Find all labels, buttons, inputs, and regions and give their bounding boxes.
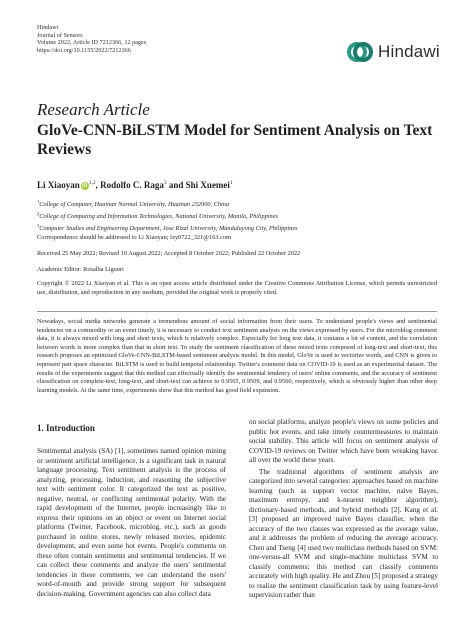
divider	[37, 311, 437, 312]
article-dates: Received 25 May 2022; Revised 10 August 2022; Accepted 8 October 2022; Published 22 October 2022	[37, 250, 301, 257]
journal-info	[37, 24, 146, 54]
body-paragraph: Sentimental analysis (SA) [1], sometimes named opinion mining or sentiment artificial intelligence, is a significant task in natural language processing. Text sentiment analysis is the process of analyzing, processing, induction, and reasoning the subjective text with sentiment color. It categorized the text as positive, negative, neutral, or conflicting sentimental polarity. With the rapid development of the Internet, people increasingly like to express their opinions on an object or event on Internet social platforms (Twitter, Facebook, microblog, etc.), such as goods purchased in online stores, newly released movies, epidemic development, and even some hot events. People's comments on these often contain sentiments and sentimental tendencies. If we can collect these comments and analyze the users' sentimental tendencies in these comments, we can understand the users' word-of-mouth and provide strong support for subsequent decision-making. Government agencies can also collect data	[37, 447, 226, 598]
section-heading: 1. Introduction	[37, 423, 95, 433]
author-name: Li Xiaoyan	[37, 180, 80, 190]
copyright-notice: Copyright © 2022 Li Xiaoyan et al. This is an open access article distributed under the Creative Commons Attribution License, which permits unrestricted use, distribution, and reproduction in any medium, provided the original work is properly cited.	[37, 280, 437, 296]
body-paragraph: The traditional algorithms of sentiment analysis are categorized into several categories: approaches based on machine learning (such as support vector machine, naive Bayes, maximum entropy, and k-nearest neighbor algorithm), dictionary-based methods, and hybrid methods [2]. Kang et al. [3] proposed an improved naive Bayes classifier, when the accuracy of the two classes was expressed as the average value, and it addresses the problem of reducing the average accuracy. Chen and Tseng [4] used two multiclass methods based on SVM: one-versus-all SVM and single-machine multiclass SVM to classify comments; this method can classify comments accurately with high quality. He and Zhou [5] proposed a strategy to realize the sentiment classification task by using feature-level supervision rather than	[249, 467, 438, 599]
affiliation-item: $^2$College of Computing and Information Technologies, National University, Manila, Philippines	[37, 211, 278, 221]
abstract: Nowadays, social media networks generate a tremendous amount of social information from their users. To understand people's views and sentimental tendencies on a commodity or an event timely, it is necessary to conduct text sentiment analysis on the views expressed by users. For the microblog comment data, it is always mixed with long and short texts, which is relatively complex. Especially for long text data, it contains a lot of content, and the correlation between words is more complex than that in short text. To study the sentiment classification of these mixed texts composed of long-text and short-text, this research proposes an optimized GloVe-CNN-BiLSTM-based sentiment analysis model. In this model, GloVe is used to vectorize words, and CNN is given to represent part space character. BiLSTM is used to build temporal relationship. Twitter's comment data on COVID-19 is used as an experimental dataset. The results of the experiments suggest that this method can effectually identify the sentimental tendency of users' online comments, and the accuracy of sentiment classification on complete-text, long-text, and short-text can achieve to 0.9565, 0.9509, and 0.9560, respectively, which is obviously higher than other deep learning models. At the same time, experiments show that this method has good field expansion.	[37, 318, 437, 394]
author-list: Li Xiaoyan iD $^{1,2}$, Rodolfo C. Raga$^3$ and Shi Xuemei$^1$	[37, 180, 233, 190]
article-title: GloVe-CNN-BiLSTM Model for Sentiment Analysis on Text Reviews	[37, 122, 433, 158]
journal-name: Journal of Sensors	[37, 31, 83, 39]
author-name: Rodolfo C. Raga	[100, 180, 164, 190]
body-paragraph: on social platforms, analyze people's views on some policies and public hot events, and take timely countermeasures to maintain social stability. This article will focus on sentiment analysis of COVID-19 reviews on Twitter which have been wreaking havoc all over the world these years.	[249, 418, 438, 464]
author-affil-sup: 1	[229, 180, 233, 186]
academic-editor: Academic Editor: Rosalba Liguori	[37, 266, 124, 273]
body-column-right	[249, 418, 438, 603]
volume-line: Volume 2022, Article ID 7212366, 12 pages	[37, 39, 147, 47]
correspondence: Correspondence should be addressed to Li Xiaoyan; lxy0722_321@163.com	[37, 234, 231, 241]
article-type: Research Article	[37, 100, 150, 119]
orcid-icon[interactable]: iD	[82, 183, 88, 189]
affiliations	[37, 197, 298, 233]
doi-link[interactable]: https://doi.org/10.1155/2022/7212366	[37, 46, 131, 54]
publisher-name: Hindawi	[37, 24, 59, 31]
hindawi-logo-icon	[346, 38, 374, 66]
author-name: Shi Xuemei	[185, 180, 230, 190]
author-affil-sup: 1,2	[88, 180, 96, 186]
affiliation-item: $^1$College of Computer, Huainan Normal University, Huainan 232000, China	[37, 199, 230, 209]
logo-wordmark: Hindawi	[378, 42, 440, 61]
hindawi-logo[interactable]	[346, 38, 440, 66]
author-affil-sup: 3	[163, 180, 167, 186]
body-column-left	[37, 447, 226, 601]
affiliation-item: $^3$Computer Studies and Engineering Department, Jose Rizal University, Mandaluyong City, Philippines	[37, 223, 298, 233]
